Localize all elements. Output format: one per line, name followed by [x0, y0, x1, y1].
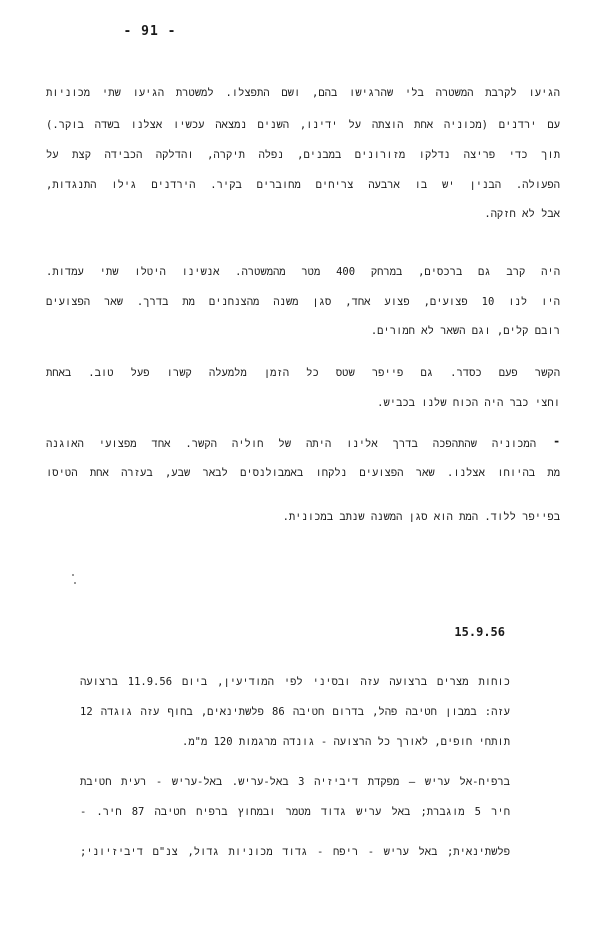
- paragraph-6-line-2: חיר 5 מוגברת; באל עריש גדוד מטמר ובמחוץ ברפיח חטיבה 87 חיר. -: [80, 806, 510, 818]
- page-number: - 91 -: [123, 24, 177, 39]
- paragraph-6-line-3: פלשתינאית; באל עריש - ריפח - גדוד מכוניות גדול, צנ"ם דיביזיוני;: [80, 846, 510, 858]
- paragraph-2-line-3: רובם קלים, וגם השאר לא חמורים.: [370, 325, 560, 337]
- paragraph-2-line-2: היו לנו 10 פצועים, פצוע אחד, סגן משנה מהצנחנים מת בדרך. שאר הפצועים: [46, 296, 560, 308]
- scan-speck: [72, 574, 74, 576]
- date-heading: 15.9.56: [454, 625, 505, 639]
- paragraph-1-line-5: אבל לא חזקה.: [484, 208, 560, 220]
- paragraph-6-line-1: ברפיח-אל עריש – מפקדת דיביזיה 3 באל-עריש. באל-עריש - רעית חטיבת: [80, 776, 510, 788]
- paragraph-3-line-1: הקשר פעם כסדר. גם פייפר שטס כל הזמן מלמעלה קשרו פעל טוב. באחת: [46, 367, 560, 379]
- paragraph-4-line-2: מת בהיוחו אצלנו. שאר הפצועים נלקחו באמבולנסים לבאר שבע, בעזרה אחת הטיסו: [46, 467, 560, 479]
- list-dash: -: [553, 434, 561, 448]
- paragraph-4-line-1: המכוניה שהתהפכה בדרך אלינו היתה של חוליה הקשר. אחד מפצועי האוגנה: [46, 438, 536, 450]
- paragraph-5-line-1: כוחות מצרים ברצועה עזה ובסיני לפי המודיעין, ביום 11.9.56 ברצועה: [80, 676, 510, 688]
- paragraph-5-line-3: תותחי חופים, לאורך כל הרצועה - גונדה מרגמות 120 מ"מ.: [182, 736, 510, 748]
- paragraph-2-line-1: היה קרב גם ברכסים, במרחק 400 מטר מהמשטרה. אנשינו היטלו שתי עמדות.: [46, 266, 560, 278]
- paragraph-1-line-3: תוך כדי פריצה נדלקו מזורונים במבנים, נפלה תיקרה, והדלקה הכבידה קצת על: [46, 149, 560, 161]
- paragraph-1-line-2: עם ירדנים (מכוניה אחת הוצתה על ידינו, השנים נמצאה עכשיו אצלנו בשדה בוקר.): [46, 119, 560, 131]
- paragraph-3-line-2: וחצי כבר היה הכוח שלנו בכביש.: [377, 397, 560, 409]
- scan-speck: [74, 582, 76, 584]
- paragraph-5-line-2: עזה: במבון חטיבה פהל, בדרום חטיבה 86 פלשתינאים, בחוף עזה גוגדה 12: [80, 706, 510, 718]
- paragraph-1-line-4: הפעולה. הבנין יש בו ארבעה צריחים מחוברים בקיר. הירדנים גילו התנגדות,: [46, 179, 560, 191]
- paragraph-4-line-3: בפייפר ללוד. המת הוא סגן המשנה שנתב במכונית.: [282, 511, 560, 523]
- paragraph-1-line-1: הגיעו לקרבת המשטרה בלי שהרגישו בהם, ושם התפצלו. למשטרת הגיעו שתי מכוניות: [46, 87, 560, 99]
